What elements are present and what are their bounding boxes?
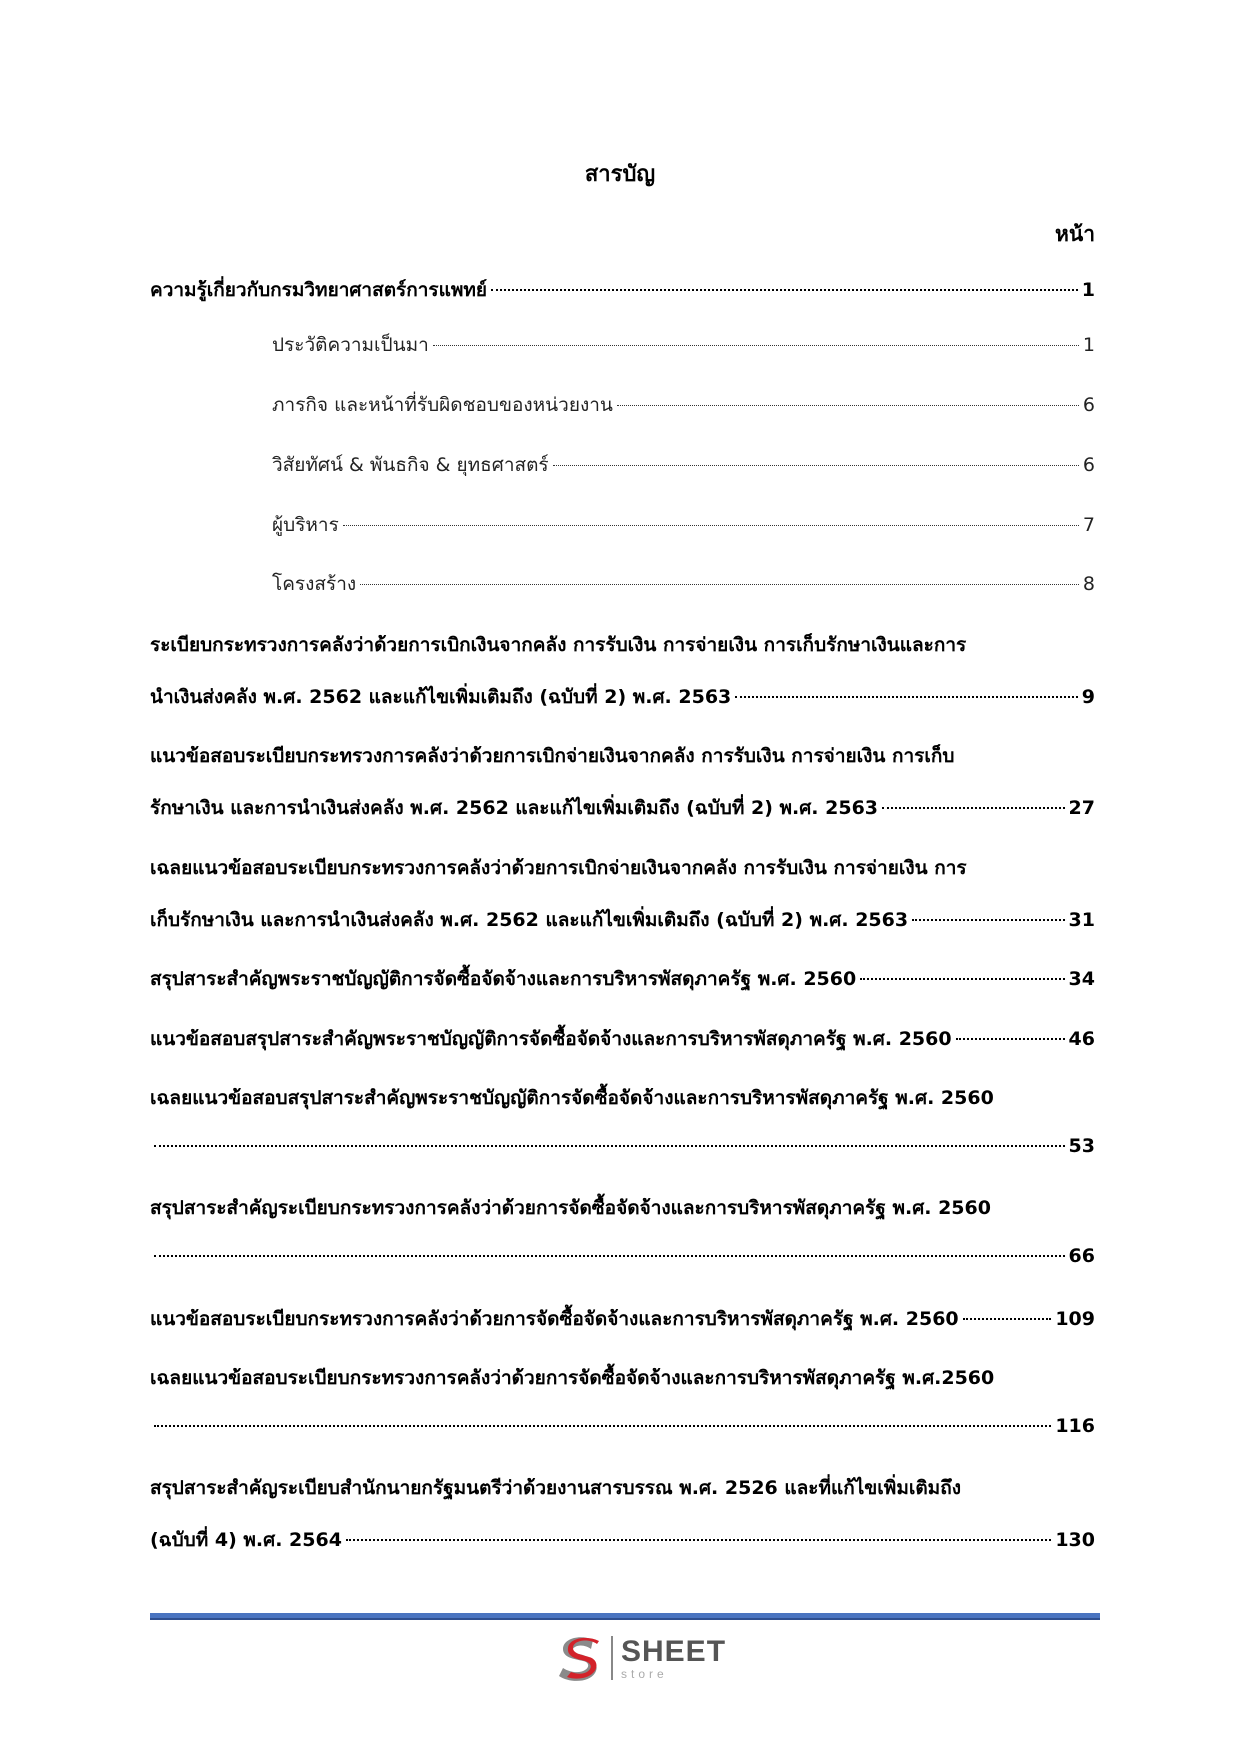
- toc-entry[interactable]: [272, 450, 1095, 480]
- sheet-store-logo: [553, 1632, 726, 1684]
- dot-leader: [491, 289, 1078, 291]
- toc-entry-page: 1: [1082, 334, 1095, 356]
- toc-entry[interactable]: [150, 1193, 1095, 1275]
- sheet-store-logo-icon: [553, 1632, 605, 1684]
- toc-entry-page: 66: [1068, 1245, 1095, 1267]
- toc-entry-title: (ฉบับที่ 4) พ.ศ. 2564: [150, 1529, 342, 1551]
- logo-main-text: SHEET: [621, 1634, 727, 1668]
- dot-leader: [360, 584, 1079, 585]
- toc-entry-page: 9: [1081, 686, 1095, 708]
- toc-entry-page: 34: [1068, 968, 1095, 990]
- dot-leader: [343, 525, 1079, 526]
- toc-entry[interactable]: [150, 964, 1095, 994]
- toc-entry-page: 6: [1082, 394, 1095, 416]
- dot-leader: [553, 465, 1079, 466]
- toc-entry-page: 31: [1068, 909, 1095, 931]
- logo-separator: [611, 1636, 613, 1680]
- toc-entry[interactable]: [150, 1473, 1095, 1555]
- toc-entry[interactable]: [150, 1363, 1095, 1445]
- toc-entry-title: ระเบียบกระทรวงการคลังว่าด้วยการเบิกเงินจากคลัง การรับเงิน การจ่ายเงิน การเก็บรักษาเงินและการ: [150, 634, 967, 656]
- toc-entry-title: สรุปสาระสำคัญพระราชบัญญัติการจัดซื้อจัดจ้างและการบริหารพัสดุภาครัฐ พ.ศ. 2560: [150, 968, 857, 990]
- toc-entry-title: แนวข้อสอบสรุปสาระสำคัญพระราชบัญญัติการจัดซื้อจัดจ้างและการบริหารพัสดุภาครัฐ พ.ศ. 2560: [150, 1028, 952, 1050]
- toc-entry-title: เก็บรักษาเงิน และการนำเงินส่งคลัง พ.ศ. 2562 และแก้ไขเพิ่มเติมถึง (ฉบับที่ 2) พ.ศ. 2563: [150, 909, 909, 931]
- toc-entry-title: โครงสร้าง: [272, 573, 357, 595]
- dot-leader: [346, 1539, 1051, 1541]
- toc-entry[interactable]: [150, 630, 1095, 712]
- toc-entry-title: แนวข้อสอบระเบียบกระทรวงการคลังว่าด้วยการจัดซื้อจัดจ้างและการบริหารพัสดุภาครัฐ พ.ศ. 2560: [150, 1308, 959, 1330]
- toc-entry[interactable]: [272, 569, 1095, 599]
- logo-wordmark: [621, 1634, 727, 1681]
- toc-entry-page: 53: [1068, 1135, 1095, 1157]
- toc-entry-title: ภารกิจ และหน้าที่รับผิดชอบของหน่วยงาน: [272, 394, 613, 416]
- toc-entry-title: ผู้บริหาร: [272, 514, 339, 536]
- toc-entry-title: ประวัติความเป็นมา: [272, 334, 429, 356]
- toc-entry-page: 1: [1081, 279, 1095, 301]
- toc-entry-page: 6: [1082, 454, 1095, 476]
- toc-entry-title: ความรู้เกี่ยวกับกรมวิทยาศาสตร์การแพทย์: [150, 279, 488, 301]
- footer-divider: [150, 1613, 1100, 1620]
- dot-leader: [956, 1038, 1065, 1040]
- toc-entry-page: 8: [1082, 573, 1095, 595]
- dot-leader: [912, 919, 1064, 921]
- toc-entry-title: เฉลยแนวข้อสอบระเบียบกระทรวงการคลังว่าด้วยการเบิกจ่ายเงินจากคลัง การรับเงิน การจ่ายเงิน การ: [150, 857, 967, 879]
- dot-leader: [154, 1255, 1065, 1257]
- toc-entry[interactable]: [272, 510, 1095, 540]
- toc-entry-page: 27: [1068, 797, 1095, 819]
- toc-entry-title: สรุปสาระสำคัญระเบียบกระทรวงการคลังว่าด้วยการจัดซื้อจัดจ้างและการบริหารพัสดุภาครัฐ พ.ศ. 2560: [150, 1197, 991, 1219]
- dot-leader: [963, 1318, 1052, 1320]
- toc-entry-page: 116: [1055, 1415, 1095, 1437]
- toc-entry-title: สรุปสาระสำคัญระเบียบสำนักนายกรัฐมนตรีว่าด้วยงานสารบรรณ พ.ศ. 2526 และที่แก้ไขเพิ่มเติมถึง: [150, 1477, 961, 1499]
- toc-entry-title: แนวข้อสอบระเบียบกระทรวงการคลังว่าด้วยการเบิกจ่ายเงินจากคลัง การรับเงิน การจ่ายเงิน การเก็บ: [150, 745, 955, 767]
- toc-entry-page: 7: [1082, 514, 1095, 536]
- logo-sub-text: store: [621, 1666, 668, 1681]
- dot-leader: [882, 807, 1065, 809]
- toc-entry-page: 130: [1055, 1529, 1095, 1551]
- toc-entry-title: เฉลยแนวข้อสอบระเบียบกระทรวงการคลังว่าด้วยการจัดซื้อจัดจ้างและการบริหารพัสดุภาครัฐ พ.ศ.2560: [150, 1367, 995, 1389]
- toc-entry-title: นำเงินส่งคลัง พ.ศ. 2562 และแก้ไขเพิ่มเติมถึง (ฉบับที่ 2) พ.ศ. 2563: [150, 686, 732, 708]
- toc-entry-title: เฉลยแนวข้อสอบสรุปสาระสำคัญพระราชบัญญัติการจัดซื้อจัดจ้างและการบริหารพัสดุภาครัฐ พ.ศ. 2560: [150, 1087, 994, 1109]
- toc-entry[interactable]: [150, 1024, 1095, 1054]
- toc-entry[interactable]: [150, 275, 1095, 305]
- toc-entry[interactable]: [150, 1083, 1095, 1165]
- toc-entry-title: รักษาเงิน และการนำเงินส่งคลัง พ.ศ. 2562 และแก้ไขเพิ่มเติมถึง (ฉบับที่ 2) พ.ศ. 2563: [150, 797, 879, 819]
- toc-entry[interactable]: [150, 1304, 1095, 1334]
- toc-entry-page: 109: [1055, 1308, 1095, 1330]
- page-title: สารบัญ: [584, 162, 656, 187]
- toc-entry[interactable]: [150, 741, 1095, 823]
- toc-entry[interactable]: [150, 853, 1095, 935]
- dot-leader: [433, 345, 1079, 346]
- toc-entry[interactable]: [272, 330, 1095, 360]
- dot-leader: [154, 1145, 1065, 1147]
- toc-entry[interactable]: [272, 390, 1095, 420]
- toc-entry-title: วิสัยทัศน์ & พันธกิจ & ยุทธศาสตร์: [272, 454, 549, 476]
- dot-leader: [617, 405, 1079, 406]
- page-column-header: หน้า: [1055, 222, 1095, 246]
- dot-leader: [860, 978, 1064, 980]
- toc-entry-page: 46: [1068, 1028, 1095, 1050]
- dot-leader: [735, 696, 1077, 698]
- dot-leader: [154, 1425, 1051, 1427]
